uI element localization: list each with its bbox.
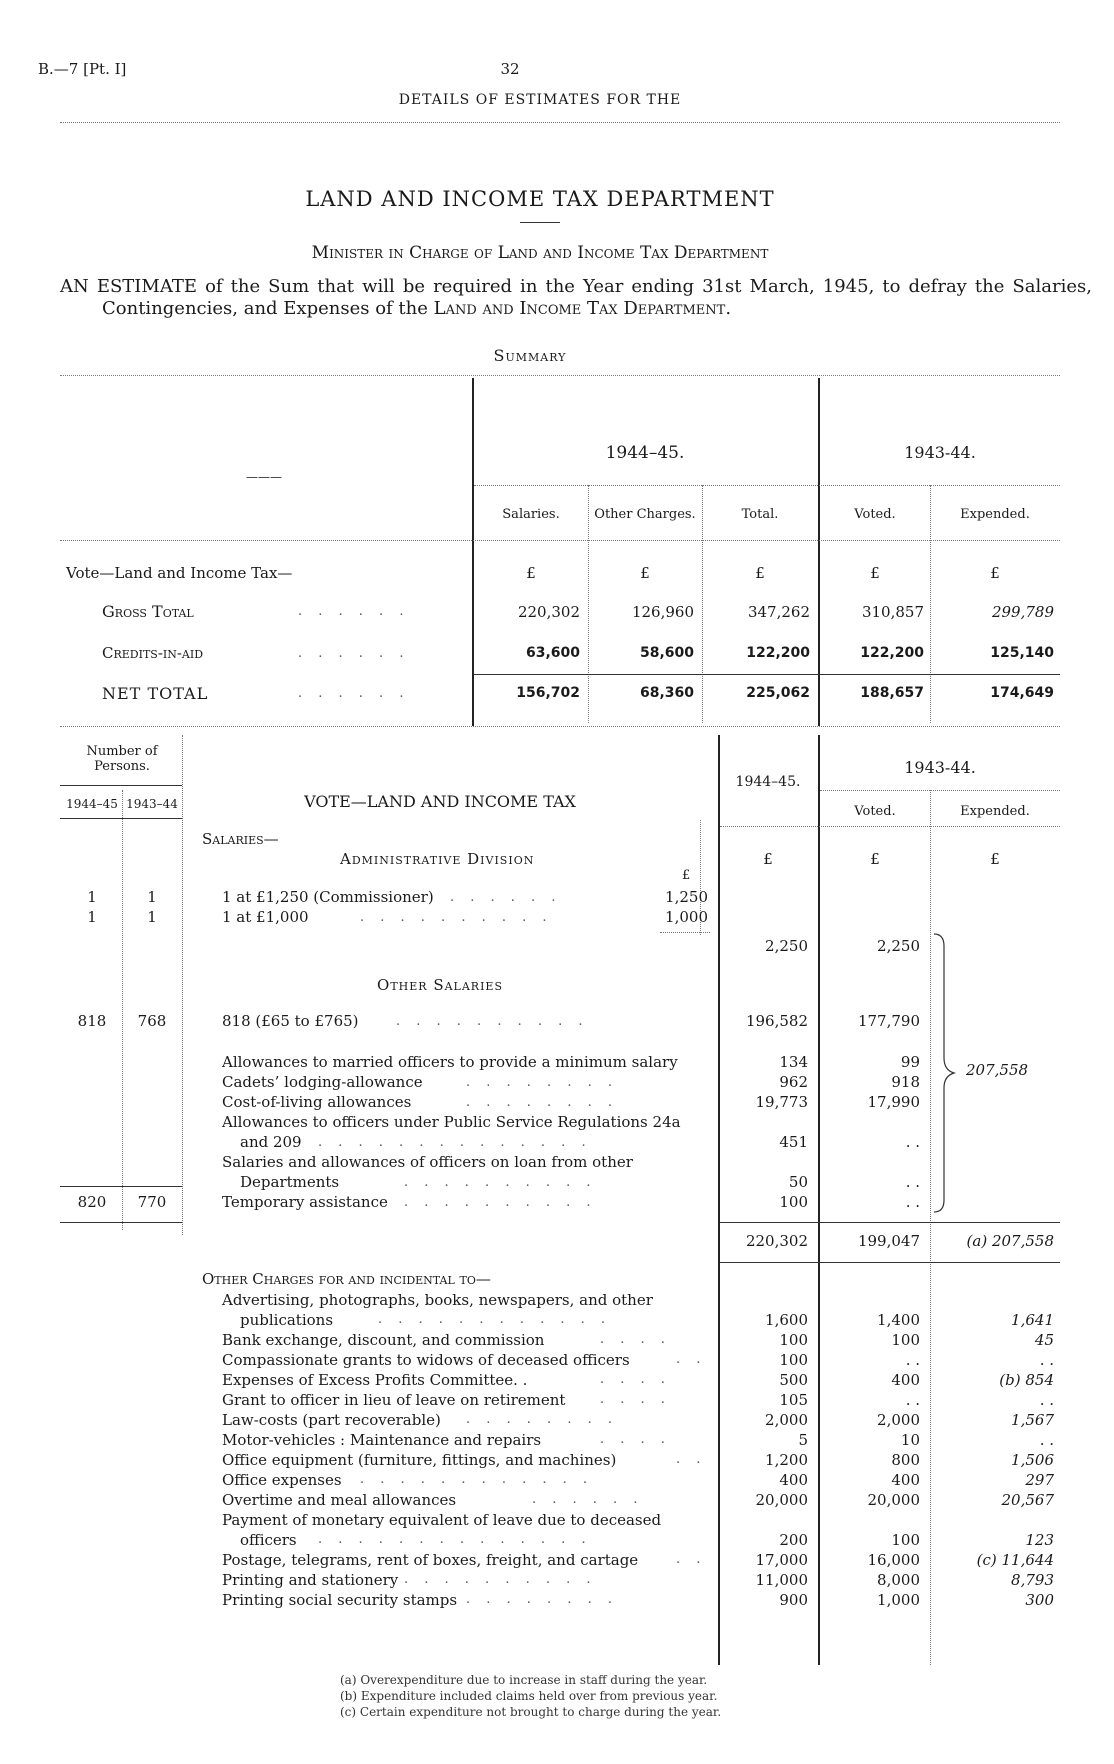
persons-count: 1 <box>87 888 97 906</box>
charge-item: Overtime and meal allowances <box>222 1491 457 1509</box>
charge-voted: 100 <box>891 1531 920 1549</box>
detail-header-rule <box>820 790 1060 791</box>
persons-total-rule <box>60 1222 182 1223</box>
charge-expended: 45 <box>1034 1331 1054 1349</box>
department-title: LAND AND INCOME TAX DEPARTMENT <box>305 187 775 211</box>
detail-col-voted: Voted. <box>854 804 896 819</box>
summary-cell: 310,857 <box>861 603 924 621</box>
leader-dots: . . . . <box>600 1332 671 1347</box>
leader-dots: . . . . . . . . . . . . . . <box>318 1532 592 1547</box>
allowance-current: 19,773 <box>755 1093 808 1111</box>
summary-year-current: 1944–45. <box>605 443 685 463</box>
header-rule <box>60 122 1060 123</box>
allowance-voted: 918 <box>891 1073 920 1091</box>
charge-expended: 8,793 <box>1011 1571 1054 1589</box>
summary-cell: 125,140 <box>990 645 1054 661</box>
summary-cell: 347,262 <box>747 603 810 621</box>
charge-expended: 123 <box>1025 1531 1054 1549</box>
salaries-heading: Salaries— <box>202 830 279 848</box>
leader-dots: . . . . . . <box>450 890 562 905</box>
minister-line: Minister in Charge of Land and Income Tax Department <box>311 243 769 263</box>
currency-symbol: £ <box>990 564 1000 582</box>
charge-voted: . . <box>905 1351 920 1369</box>
charge-current: 100 <box>779 1331 808 1349</box>
leader-dots: . . . . . . . . . . <box>404 1195 597 1210</box>
admin-heading: Administrative Division <box>340 850 535 868</box>
salaries-total-rule <box>720 1222 1060 1223</box>
charge-voted: 2,000 <box>877 1411 920 1429</box>
estimate-lead: AN ESTIMATE <box>60 276 197 297</box>
persons-header: Number of Persons. <box>86 744 158 774</box>
col-total: Total. <box>741 507 779 522</box>
col-other-charges: Other Charges. <box>594 507 696 522</box>
admin-total-current: 2,250 <box>765 937 808 955</box>
charge-current: 1,600 <box>765 1311 808 1329</box>
leader-dots: . . . . . . <box>298 646 410 661</box>
other-charges-list <box>0 1290 1114 1620</box>
charge-expended: . . <box>1039 1351 1054 1369</box>
allowance-current: 962 <box>779 1073 808 1091</box>
allowance-item: Temporary assistance <box>222 1193 388 1211</box>
charge-current: 20,000 <box>755 1491 808 1509</box>
leader-dots: . . . . <box>600 1432 671 1447</box>
detail-year-current: 1944–45. <box>735 774 801 790</box>
currency-symbol: £ <box>755 564 765 582</box>
persons-header-rule <box>60 818 182 819</box>
salaries-total-expended: (a) 207,558 <box>966 1232 1054 1250</box>
salaries-total-voted: 199,047 <box>857 1232 920 1250</box>
persons-total: 820 <box>77 1193 107 1211</box>
summary-cell: 299,789 <box>991 603 1054 621</box>
leader-dots: . . . . . . . . . . <box>404 1572 597 1587</box>
other-charges-heading: Other Charges for and incidental to— <box>202 1270 491 1288</box>
col-salaries: Salaries. <box>502 507 560 522</box>
summary-top-rule <box>60 375 1060 376</box>
charge-current: 2,000 <box>765 1411 808 1429</box>
summary-row-label: Gross Total <box>102 602 194 621</box>
allowance-item: Allowances to married officers to provide a minimum salary <box>222 1053 678 1071</box>
persons-count: 768 <box>137 1012 167 1030</box>
leader-dots: . . . . . . . . <box>466 1095 618 1110</box>
charge-expended: 1,506 <box>1011 1451 1054 1469</box>
summary-total-rule <box>474 674 1060 675</box>
leader-dots: . . . . . . <box>298 604 410 619</box>
charge-current: 17,000 <box>755 1551 808 1569</box>
estimate-text: of the Sum that will be required in the Year ending 31st March, 1945, to defray the Salaries, Contingencies, and Expenses of the <box>102 276 1092 319</box>
detail-col-expended: Expended. <box>960 804 1030 819</box>
allowance-voted: 99 <box>900 1053 920 1071</box>
leader-dots: . . . . . . . . . . . . <box>378 1312 612 1327</box>
charge-current: 100 <box>779 1351 808 1369</box>
detail-year-previous: 1943-44. <box>904 758 976 777</box>
footnote-c: (c) Certain expenditure not brought to charge during the year. <box>340 1705 722 1719</box>
leader-dots: . . <box>676 1552 707 1567</box>
summary-bottom-rule <box>60 726 1060 727</box>
charge-item: Payment of monetary equivalent of leave due to deceased <box>222 1511 662 1529</box>
charge-voted: 20,000 <box>867 1491 920 1509</box>
summary-cell: 220,302 <box>517 603 580 621</box>
charge-voted: 400 <box>891 1371 920 1389</box>
summary-year-previous: 1943-44. <box>904 443 976 462</box>
leader-dots: . . . . . . . . <box>466 1592 618 1607</box>
charge-item: Expenses of Excess Profits Committee. . <box>222 1371 528 1389</box>
charge-current: 1,200 <box>765 1451 808 1469</box>
leader-dots: . . . . . . . . <box>466 1412 618 1427</box>
charge-current: 500 <box>779 1371 808 1389</box>
admin-item: 1 at £1,250 (Commissioner) <box>222 888 434 906</box>
other-salaries-item: 818 (£65 to £765) <box>222 1012 359 1030</box>
charge-item: Grant to officer in lieu of leave on retirement <box>222 1391 566 1409</box>
charge-expended: . . <box>1039 1431 1054 1449</box>
summary-cell: 122,200 <box>746 645 810 661</box>
charge-voted: 1,400 <box>877 1311 920 1329</box>
allowance-item-cont: and 209 <box>240 1133 302 1151</box>
subtotal-rule <box>660 932 710 933</box>
col-expended: Expended. <box>960 507 1030 522</box>
currency-symbol: £ <box>682 868 691 883</box>
allowance-item: Allowances to officers under Public Service Regulations 24a <box>222 1113 681 1131</box>
summary-row-label: NET TOTAL <box>102 684 209 703</box>
summary-cell: 188,657 <box>860 685 924 701</box>
summary-dash: ——— <box>246 470 282 484</box>
summary-row-label: Credits-in-aid <box>102 644 204 662</box>
persons-total: 770 <box>137 1193 167 1211</box>
allowance-item: Salaries and allowances of officers on loan from other <box>222 1153 633 1171</box>
footnote-a: (a) Overexpenditure due to increase in staff during the year. <box>340 1673 708 1687</box>
estimate-department: Land and Income Tax Department. <box>433 298 732 319</box>
charge-voted: 100 <box>891 1331 920 1349</box>
allowance-current: 100 <box>779 1193 808 1211</box>
leader-dots: . . <box>676 1352 707 1367</box>
summary-title: Summary <box>493 346 567 365</box>
leader-dots: . . <box>676 1452 707 1467</box>
charge-current: 105 <box>779 1391 808 1409</box>
currency-symbol: £ <box>870 564 880 582</box>
charge-expended: 20,567 <box>1001 1491 1054 1509</box>
charge-item: Office expenses <box>222 1471 342 1489</box>
allowance-current: 451 <box>779 1133 808 1151</box>
charge-expended: 1,567 <box>1011 1411 1054 1429</box>
admin-item: 1 at £1,000 <box>222 908 309 926</box>
footnotes <box>340 1672 721 1720</box>
charge-item: Law-costs (part recoverable) <box>222 1411 441 1429</box>
summary-header-rule <box>474 485 1060 486</box>
summary-col-rule <box>60 540 1060 541</box>
charge-expended: 1,641 <box>1011 1311 1054 1329</box>
charge-voted: 400 <box>891 1471 920 1489</box>
charge-voted: 10 <box>900 1431 920 1449</box>
charge-voted: 16,000 <box>867 1551 920 1569</box>
leader-dots: . . . . . . . . <box>466 1075 618 1090</box>
charge-expended: (b) 854 <box>999 1371 1054 1389</box>
leader-dots: . . . . . . . . . . <box>396 1014 589 1029</box>
leader-dots: . . . . . . . . . . . . . . <box>318 1135 592 1150</box>
charge-item: Motor-vehicles : Maintenance and repairs <box>222 1431 542 1449</box>
charge-current: 200 <box>779 1531 808 1549</box>
persons-total-rule <box>60 1186 182 1187</box>
charge-expended: (c) 11,644 <box>976 1551 1054 1569</box>
estimate-paragraph <box>60 276 1092 320</box>
allowance-item-cont: Departments <box>240 1173 340 1191</box>
salaries-total-rule <box>720 1262 1060 1263</box>
other-salaries-heading: Other Salaries <box>377 976 503 994</box>
admin-amount: 1,000 <box>665 908 708 926</box>
detail-header-rule <box>720 826 1060 827</box>
summary-cell: 58,600 <box>639 645 694 661</box>
admin-amount: 1,250 <box>665 888 708 906</box>
summary-cell: 156,702 <box>516 685 580 701</box>
allowance-current: 50 <box>788 1173 808 1191</box>
allowance-voted: 17,990 <box>867 1093 920 1111</box>
leader-dots: . . . . . . <box>298 686 410 701</box>
leader-dots: . . . . . . <box>532 1492 644 1507</box>
charge-current: 11,000 <box>755 1571 808 1589</box>
footnote-b: (b) Expenditure included claims held over from previous year. <box>340 1689 718 1703</box>
persons-count: 1 <box>147 908 157 926</box>
brace-expended-value: 207,558 <box>966 1061 1029 1079</box>
title-rule <box>520 222 560 223</box>
persons-count: 1 <box>87 908 97 926</box>
charge-item-cont: publications <box>240 1311 334 1329</box>
admin-total-voted: 2,250 <box>877 937 920 955</box>
col-voted: Voted. <box>854 507 896 522</box>
charge-current: 400 <box>779 1471 808 1489</box>
charge-current: 5 <box>798 1431 808 1449</box>
charge-item: Advertising, photographs, books, newspapers, and other <box>222 1291 653 1309</box>
detail-vline <box>182 735 183 1235</box>
currency-symbol: £ <box>640 564 650 582</box>
charge-voted: 1,000 <box>877 1591 920 1609</box>
leader-dots: . . . . . . . . . . . . <box>360 1472 594 1487</box>
charge-expended: . . <box>1039 1391 1054 1409</box>
charge-item: Printing social security stamps <box>222 1591 458 1609</box>
summary-cell: 63,600 <box>525 645 580 661</box>
running-title: DETAILS OF ESTIMATES FOR THE <box>398 92 682 108</box>
charge-item: Compassionate grants to widows of deceased officers <box>222 1351 630 1369</box>
charge-item: Postage, telegrams, rent of boxes, freight, and cartage <box>222 1551 639 1569</box>
leader-dots: . . . . <box>600 1392 671 1407</box>
summary-cell: 225,062 <box>746 685 810 701</box>
persons-count: 1 <box>147 888 157 906</box>
currency-symbol: £ <box>870 850 880 868</box>
summary-cell: 122,200 <box>860 645 924 661</box>
leader-dots: . . . . <box>600 1372 671 1387</box>
other-salaries-voted: 177,790 <box>857 1012 920 1030</box>
charge-expended: 300 <box>1025 1591 1054 1609</box>
brace-icon <box>930 932 960 1214</box>
currency-symbol: £ <box>990 850 1000 868</box>
charge-voted: 8,000 <box>877 1571 920 1589</box>
charge-item: Office equipment (furniture, fittings, and machines) <box>222 1451 617 1469</box>
summary-vote-label: Vote—Land and Income Tax— <box>66 564 293 582</box>
charge-current: 900 <box>779 1591 808 1609</box>
charge-item-cont: officers <box>240 1531 297 1549</box>
charge-voted: . . <box>905 1391 920 1409</box>
persons-col-1944: 1944–45 <box>66 797 118 811</box>
salaries-total-current: 220,302 <box>745 1232 808 1250</box>
allowance-item: Cadets’ lodging-allowance <box>222 1073 423 1091</box>
vote-title: VOTE—LAND AND INCOME TAX <box>304 792 576 811</box>
allowance-voted: . . <box>905 1193 920 1211</box>
leader-dots: . . . . . . . . . . <box>360 910 553 925</box>
charge-item: Printing and stationery <box>222 1571 399 1589</box>
allowance-item: Cost-of-living allowances <box>222 1093 412 1111</box>
page-number: 32 <box>500 60 520 78</box>
charge-item: Bank exchange, discount, and commission <box>222 1331 545 1349</box>
allowance-voted: . . <box>905 1133 920 1151</box>
persons-col-1943: 1943–44 <box>126 797 178 811</box>
currency-symbol: £ <box>526 564 536 582</box>
detail-vline <box>122 790 123 1230</box>
other-salaries-current: 196,582 <box>745 1012 808 1030</box>
summary-cell: 68,360 <box>639 685 694 701</box>
summary-cell: 174,649 <box>990 685 1054 701</box>
charge-voted: 800 <box>891 1451 920 1469</box>
allowance-current: 134 <box>779 1053 808 1071</box>
currency-symbol: £ <box>763 850 773 868</box>
allowance-voted: . . <box>905 1173 920 1191</box>
leader-dots: . . . . . . . . . . <box>404 1175 597 1190</box>
summary-cell: 126,960 <box>631 603 694 621</box>
charge-expended: 297 <box>1025 1471 1054 1489</box>
persons-header-rule <box>60 785 182 786</box>
page-reference: B.—7 [Pt. I] <box>38 60 127 78</box>
persons-count: 818 <box>77 1012 107 1030</box>
